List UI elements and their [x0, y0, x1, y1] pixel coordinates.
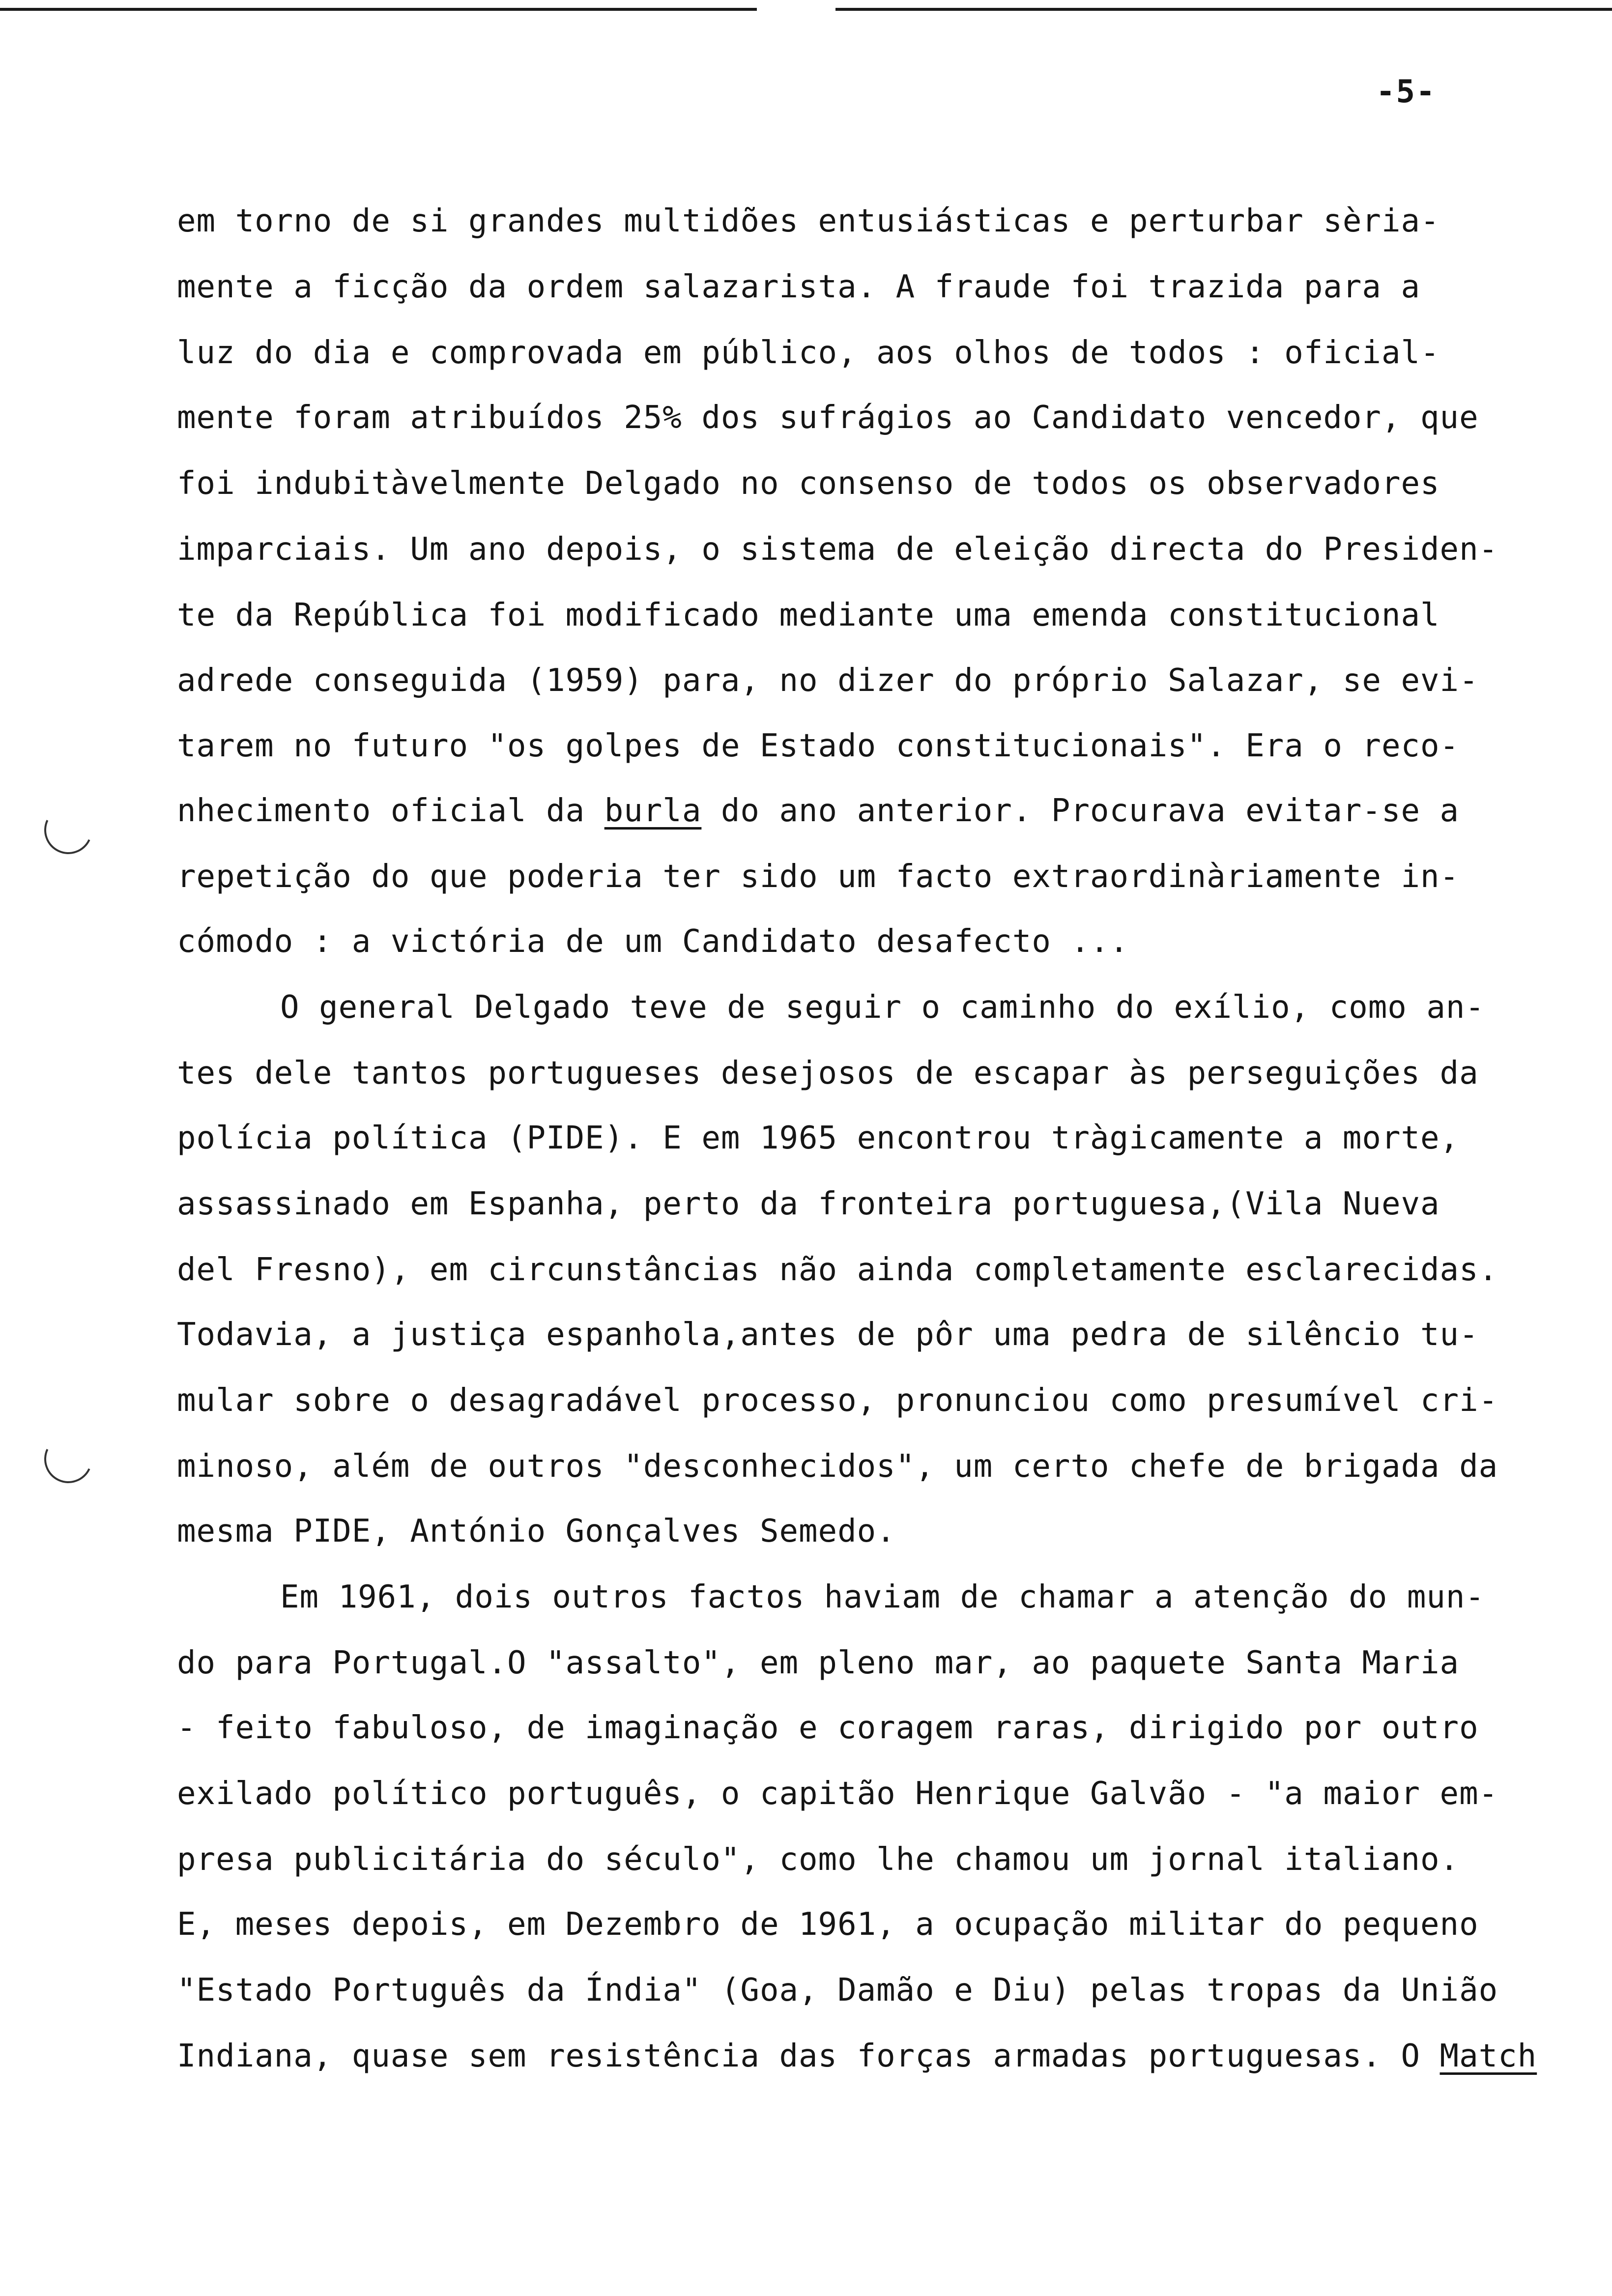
- text-line: Em 1961, dois outros factos haviam de chamar a atenção do mun-: [280, 1579, 1485, 1615]
- text-line: tes dele tantos portugueses desejosos de escapar às perseguições da: [177, 1055, 1479, 1091]
- line-text: Indiana, quase sem resistência das forças armadas portuguesas. O: [177, 2038, 1440, 2074]
- punch-hole-lower: [37, 1428, 99, 1490]
- text-line: te da República foi modificado mediante uma emenda constitucional: [177, 597, 1440, 633]
- underlined-word: burla: [604, 793, 702, 829]
- text-line: adrede conseguida (1959) para, no dizer do próprio Salazar, se evi-: [177, 662, 1479, 699]
- text-line: luz do dia e comprovada em público, aos olhos de todos : oficial-: [177, 335, 1440, 371]
- text-line: mesma PIDE, António Gonçalves Semedo.: [177, 1513, 896, 1550]
- text-line: em torno de si grandes multidões entusiásticas e perturbar sèria-: [177, 203, 1440, 239]
- text-line: Todavia, a justiça espanhola,antes de pôr uma pedra de silêncio tu-: [177, 1317, 1479, 1353]
- text-line: polícia política (PIDE). E em 1965 encontrou tràgicamente a morte,: [177, 1120, 1460, 1156]
- text-line: mente foram atribuídos 25% dos sufrágios ao Candidato vencedor, que: [177, 400, 1479, 436]
- text-line: foi indubitàvelmente Delgado no consenso de todos os observadores: [177, 465, 1440, 502]
- text-line: presa publicitária do século", como lhe chamou um jornal italiano.: [177, 1841, 1460, 1878]
- line-text: do ano anterior. Procurava evitar-se a: [701, 793, 1460, 829]
- text-line: O general Delgado teve de seguir o caminho do exílio, como an-: [280, 989, 1485, 1026]
- text-line: assassinado em Espanha, perto da fronteira portuguesa,(Vila Nueva: [177, 1186, 1440, 1222]
- line-text: nhecimento oficial da: [177, 793, 604, 829]
- text-line: imparciais. Um ano depois, o sistema de eleição directa do Presiden-: [177, 531, 1498, 568]
- underlined-word: Match: [1439, 2038, 1537, 2074]
- text-line: exilado político português, o capitão Henrique Galvão - "a maior em-: [177, 1776, 1498, 1812]
- text-line: E, meses depois, em Dezembro de 1961, a ocupação militar do pequeno: [177, 1906, 1479, 1943]
- text-line: repetição do que poderia ter sido um facto extraordinàriamente in-: [177, 859, 1460, 895]
- punch-hole-upper: [37, 799, 99, 861]
- text-line: [177, 786, 1459, 835]
- top-rule-left: [0, 8, 757, 11]
- text-line: - feito fabuloso, de imaginação e coragem raras, dirigido por outro: [177, 1710, 1479, 1746]
- text-line: mular sobre o desagradável processo, pronunciou como presumível cri-: [177, 1382, 1498, 1419]
- text-line: mente a ficção da ordem salazarista. A fraude foi trazida para a: [177, 269, 1420, 305]
- text-line: "Estado Português da Índia" (Goa, Damão e Diu) pelas tropas da União: [177, 1972, 1498, 2009]
- text-line: tarem no futuro "os golpes de Estado constitucionais". Era o reco-: [177, 728, 1460, 764]
- text-line: cómodo : a victória de um Candidato desafecto ...: [177, 923, 1129, 960]
- text-line: minoso, além de outros "desconhecidos", um certo chefe de brigada da: [177, 1448, 1498, 1485]
- text-line: do para Portugal.O "assalto", em pleno mar, ao paquete Santa Maria: [177, 1645, 1460, 1681]
- top-rule-right: [835, 8, 1612, 11]
- text-line: [177, 2032, 1537, 2081]
- text-line: del Fresno), em circunstâncias não ainda completamente esclarecidas.: [177, 1252, 1498, 1288]
- page-number: -5-: [1376, 74, 1436, 110]
